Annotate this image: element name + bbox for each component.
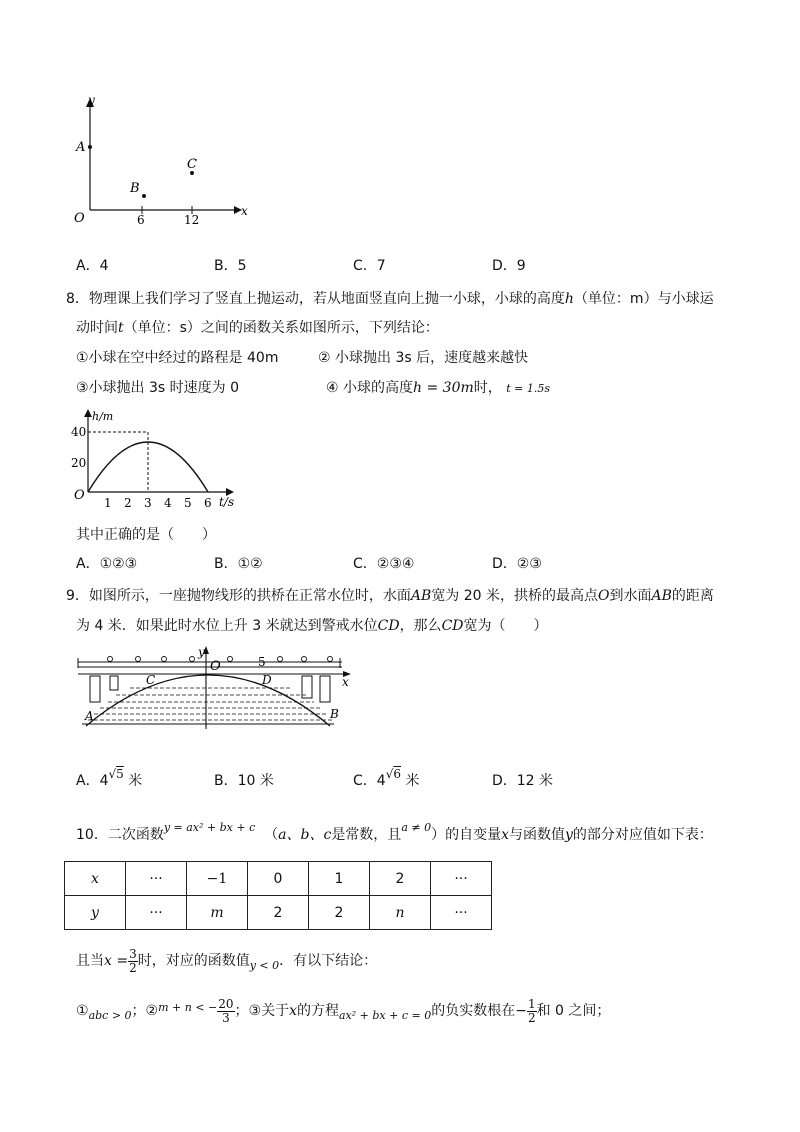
q8-option-a[interactable]: A．①②③ <box>76 556 138 572</box>
q10-stem: 10．二次函数$^{y = ax^2 + bx + c}$ （a、b、c是常数，且$^{a \ne 0}$）的自变量x与函数值y的部分对应值如下表： <box>76 821 713 843</box>
q8-x-tick-2: 2 <box>124 496 132 510</box>
q7-tick-12: 12 <box>184 213 200 227</box>
table-cell: m <box>187 896 248 930</box>
fraction-20-3: $\frac{20}{3}$ <box>218 996 234 1025</box>
q7-coordinate-graph <box>60 90 260 230</box>
table-row <box>65 896 492 930</box>
q7-option-d[interactable]: D．9 <box>492 258 526 274</box>
table-cell: 0 <box>248 862 309 896</box>
q9-point-d-label: D <box>262 673 272 687</box>
q9-point-b-label: B <box>330 707 339 721</box>
table-cell: ··· <box>126 896 187 930</box>
table-cell: x <box>65 862 126 896</box>
q8-option-c[interactable]: C．②③④ <box>353 556 415 572</box>
table-cell: ··· <box>431 862 492 896</box>
q8-height-time-graph <box>66 406 256 516</box>
table-cell: ··· <box>431 896 492 930</box>
q7-point-a-label: A <box>76 140 86 155</box>
table-row <box>65 862 492 896</box>
q9-point-a-label: A <box>85 709 94 723</box>
q7-origin-label: O <box>74 211 85 226</box>
q10-value-table <box>64 861 492 930</box>
q10-condition: 且当x = $\frac{3}{2}$ 时，对应的函数值$_{y < 0}$．有以下结论： <box>76 946 378 975</box>
q9-label-5: 5 <box>258 655 266 669</box>
q8-stem-line1: 8．物理课上我们学习了竖直上抛运动，若从地面竖直向上抛一小球，小球的高度h（单位：m）与小球运 <box>66 291 714 307</box>
q9-point-c-label: C <box>146 673 156 687</box>
q7-point-b-label: B <box>130 181 140 196</box>
q7-x-axis-label: x <box>241 204 248 218</box>
q8-y-axis-label: h/m <box>92 410 114 423</box>
q7-y-axis-label: y <box>88 93 95 107</box>
q8-x-tick-1: 1 <box>104 496 112 510</box>
q9-option-b[interactable]: B．10 米 <box>214 773 274 789</box>
q8-x-tick-3: 3 <box>144 496 152 510</box>
q9-stem-line2: 为 4 米．如果此时水位上升 3 米就达到警戒水位CD，那么CD宽为（ ） <box>76 618 548 634</box>
q7-point-c-label: C <box>187 157 197 172</box>
q9-bridge-figure <box>72 644 362 734</box>
q8-conclusion-3: ③小球抛出 3s 时速度为 0 <box>76 380 240 396</box>
q7-tick-6: 6 <box>137 213 145 227</box>
q9-option-c[interactable]: C．4√6 米 <box>353 767 420 789</box>
q8-conclusion-1: ①小球在空中经过的路程是 40m <box>76 350 279 366</box>
q9-x-axis-label: x <box>342 675 349 689</box>
table-cell: 2 <box>309 896 370 930</box>
q8-x-tick-6: 6 <box>204 496 212 510</box>
q8-stem-line2: 动时间t（单位：s）之间的函数关系如图所示，下列结论： <box>76 320 439 336</box>
q8-conclusion-2: ② 小球抛出 3s 后，速度越来越快 <box>318 350 529 366</box>
table-cell: ··· <box>126 862 187 896</box>
table-cell: −1 <box>187 862 248 896</box>
q7-option-c[interactable]: C．7 <box>353 258 386 274</box>
table-cell: n <box>370 896 431 930</box>
q8-conclusion-4: ④ 小球的高度h = 30m时， t = 1.5s <box>326 380 550 396</box>
table-cell: 1 <box>309 862 370 896</box>
q9-y-axis-label: y <box>198 645 205 659</box>
q8-x-tick-4: 4 <box>164 496 172 510</box>
q8-y-tick-20: 20 <box>71 456 87 470</box>
fraction-3-2: $\frac{3}{2}$ <box>129 946 137 975</box>
q9-stem-line1: 9．如图所示，一座抛物线形的拱桥在正常水位时，水面AB宽为 20 米，拱桥的最高点O到水面AB的距离 <box>66 588 714 604</box>
q10-conclusions: $①_{abc > 0}$；②$^{m + n < -}$ $\frac{20}{3}$ ；③关于x的方程$_{ax^2 + bx + c = 0}$的负实数根在− $\frac{1}{2}$ 和 0 之间； <box>76 996 611 1025</box>
q7-option-b[interactable]: B．5 <box>214 258 247 274</box>
q8-x-tick-5: 5 <box>184 496 192 510</box>
fraction-1-2: $\frac{1}{2}$ <box>527 996 536 1025</box>
q8-option-b[interactable]: B．①② <box>214 556 263 572</box>
table-cell: 2 <box>248 896 309 930</box>
q9-option-d[interactable]: D．12 米 <box>492 773 554 789</box>
q8-origin-label: O <box>74 488 85 503</box>
q7-option-a[interactable]: A．4 <box>76 258 109 274</box>
q9-option-a[interactable]: A．4√5 米 <box>76 767 143 789</box>
table-cell: y <box>65 896 126 930</box>
q8-y-tick-40: 40 <box>71 425 87 439</box>
q8-option-d[interactable]: D．②③ <box>492 556 542 572</box>
q9-origin-label: O <box>210 659 221 674</box>
q8-x-axis-label: t/s <box>219 495 235 509</box>
q8-ask: 其中正确的是（ ） <box>76 527 216 543</box>
table-cell: 2 <box>370 862 431 896</box>
